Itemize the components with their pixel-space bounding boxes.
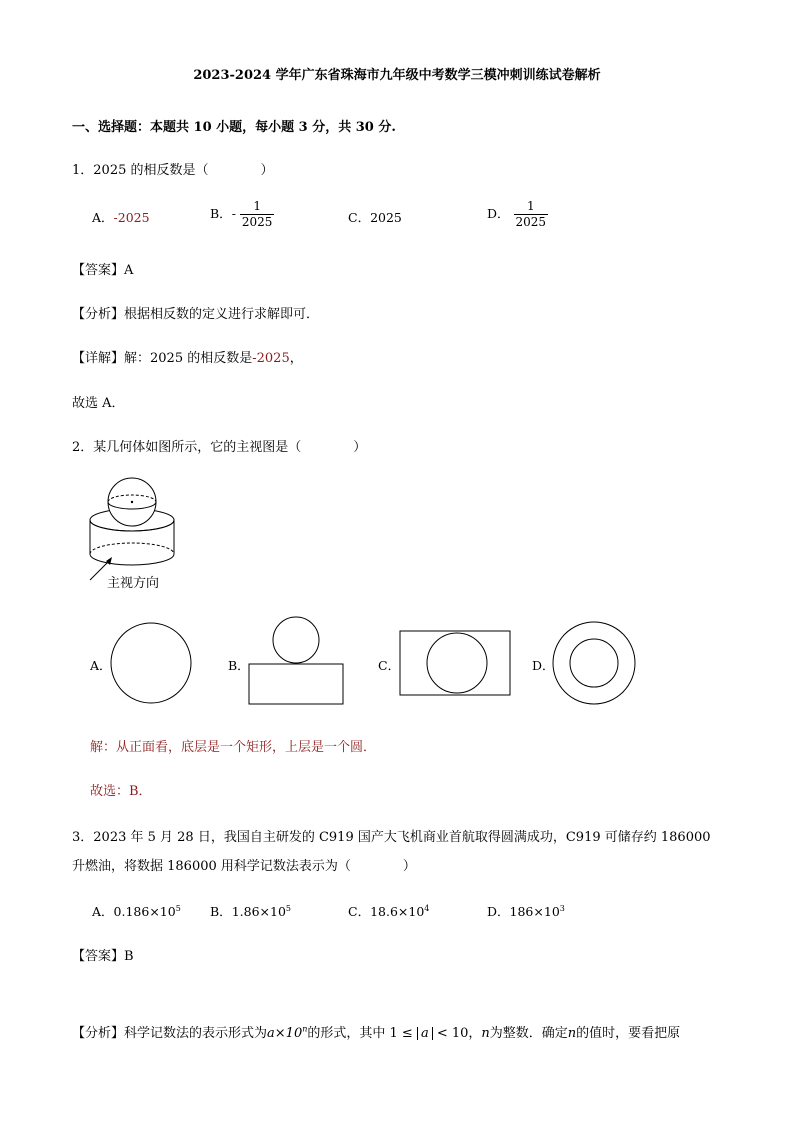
q3-stem-line2: 升燃油，将数据 186000 用科学记数法表示为（ ） [72,859,416,874]
q2-stem: 2．某几何体如图所示，它的主视图是（ ） [72,440,367,455]
q1-detail: 【详解】解：2025 的相反数是-2025， [72,351,303,366]
q1-stem: 1．2025 的相反数是（ ） [72,163,274,178]
q1-answer: 【答案】A [72,263,134,278]
q1-option-b-fraction: $\frac{1}{2025}$ [241,199,273,229]
q2-option-c-figure [399,630,511,696]
q2-conclusion: 故选：B． [90,784,152,799]
q1-option-d-fraction: $\frac{1}{2025}$ [515,199,547,229]
q1-option-d: D． $\frac{1}{2025}$ [487,199,547,229]
q2-solution: 解：从正面看，底层是一个矩形，上层是一个圆． [90,740,377,755]
q2-option-a-label: A． [90,658,112,673]
q2-option-b-label: B． [228,658,250,673]
q3-option-b: B．$1.86\times 10^5$ [210,903,291,919]
q2-option-a-figure [110,622,192,704]
q2-option-d-label: D． [532,658,555,673]
q2-option-c-label: C． [378,658,401,673]
q1-conclusion: 故选 A． [72,396,125,411]
q1-option-b: B．- $\frac{1}{2025}$ [210,199,273,229]
q3-option-a: A．$0.186\times 10^5$ [92,903,181,919]
q2-direction-label: 主视方向 [107,576,160,591]
q1-option-c: C．2025 [348,210,402,225]
page-title: 2023-2024 学年广东省珠海市九年级中考数学三模冲刺训练试卷解析 [193,68,601,83]
q1-option-a: A．-2025 [92,210,150,225]
q3-answer: 【答案】B [72,949,134,964]
q2-option-b-figure [248,617,344,705]
q3-option-d: D．$186\times 10^3$ [487,903,565,919]
q3-option-c: C．$18.6\times 10^4$ [348,903,430,919]
absolute-value: a [417,1027,433,1040]
q1-analysis: 【分析】根据相反数的定义进行求解即可． [72,307,320,322]
q2-option-d-figure [552,621,636,705]
q3-analysis: 【分析】科学记数法的表示形式为$a\times 10^n$的形式，其中 1 ≤ a < 10，n为整数．确定n的值时，要看把原 [72,1024,681,1041]
section-heading: 一、选择题：本题共 10 小题，每小题 3 分，共 30 分. [72,120,396,135]
q3-stem-line1: 3．2023 年 5 月 28 日，我国自主研发的 C919 国产大飞机商业首航取得圆满成功，C919 可储存约 186000 [72,830,711,845]
q2-solid-figure [80,476,190,572]
